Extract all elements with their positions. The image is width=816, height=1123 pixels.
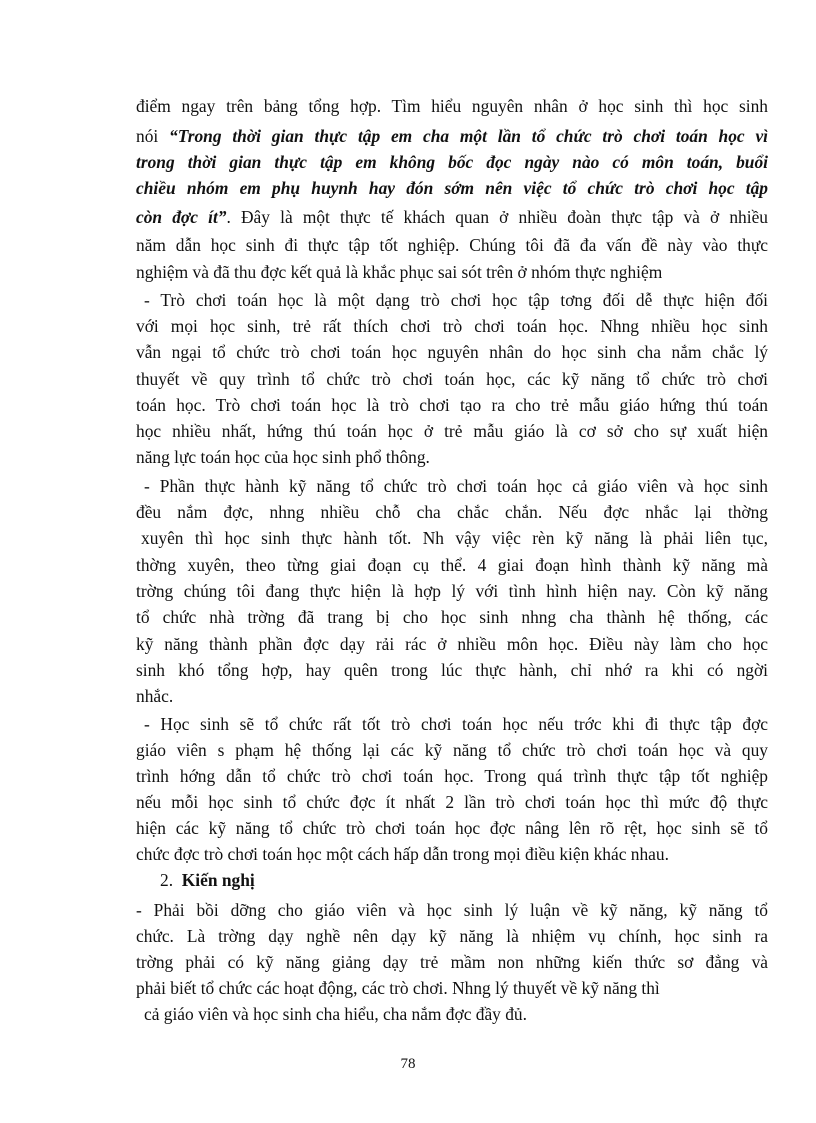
quote-text: “Trong thời gian thực tập em cha một lần tổ chức trò chơi toán học vì [169, 126, 768, 146]
text-line: tổ chức nhà trờng đã trang bị cho học sinh nhng cha thành hệ thống, các [136, 607, 768, 627]
text-line: chức đợc trò chơi toán học một cách hấp dẫn trong mọi điều kiện khác nhau. [136, 844, 669, 864]
text-line: trờng phải có kỹ năng giảng dạy trẻ mầm non những kiến thức sơ đẳng và [136, 952, 768, 972]
text-line: cả giáo viên và học sinh cha hiểu, cha nắm đợc đầy đủ. [144, 1004, 527, 1024]
page-number: 78 [400, 1056, 416, 1072]
bullet-line: - Phải bồi dỡng cho giáo viên và học sinh lý luận về kỹ năng, kỹ năng tổ [136, 900, 768, 920]
text-line: giáo viên s phạm hệ thống lại các kỹ năng tổ chức trò chơi toán học và quy [136, 740, 768, 760]
section-heading [160, 868, 255, 892]
text-line: hiện các kỹ năng tổ chức trò chơi toán học đợc nâng lên rõ rệt, học sinh sẽ tổ [136, 818, 768, 838]
heading-number: 2. [160, 870, 174, 890]
text-line: kỹ năng thành phần đợc dạy rải rác ở nhiều môn học. Điều này làm cho học [136, 634, 768, 654]
text-line: chức. Là trờng dạy nghề nên dạy kỹ năng là nhiệm vụ chính, học sinh ra [136, 926, 768, 946]
text-span: nói [136, 126, 170, 146]
text-line: năm dẫn học sinh đi thực tập tốt nghiệp. Chúng tôi đã đa vấn đề này vào thực [136, 235, 768, 255]
text-line: thờng xuyên, theo từng giai đoạn cụ thể. 4 giai đoạn hình thành kỹ năng mà [136, 555, 768, 575]
text-line: toán học. Trò chơi toán học là trò chơi tạo ra cho trẻ mẫu giáo hứng thú toán [136, 395, 768, 415]
quote-line: chiều nhóm em phụ huynh hay đón sớm nên việc tổ chức trò chơi học tập [136, 178, 768, 198]
text-line: nếu mỗi học sinh tổ chức đợc ít nhất 2 lần trò chơi toán học thì mức độ thực [136, 792, 768, 812]
bullet-line: - Trò chơi toán học là một dạng trò chơi học tập tơng đối dễ thực hiện đối [144, 290, 768, 310]
text-line: phải biết tổ chức các hoạt động, các trò chơi. Nhng lý thuyết về kỹ năng thì [136, 978, 660, 998]
text-line: nghiệm và đã thu đợc kết quả là khắc phục sai sót trên ở nhóm thực nghiệm [136, 262, 663, 282]
text-line: trờng chúng tôi đang thực hiện là hợp lý với tình hình hiện nay. Còn kỹ năng [136, 581, 768, 601]
text-line: trình hớng dẫn tổ chức trò chơi toán học. Trong quá trình thực tập tốt nghiệp [136, 766, 768, 786]
text-line: điểm ngay trên bảng tổng hợp. Tìm hiểu nguyên nhân ở học sinh thì học sinh [136, 96, 768, 116]
quote-end-line [136, 205, 768, 229]
text-line: với mọi học sinh, trẻ rất thích chơi trò chơi toán học. Nhng nhiều học sinh [136, 316, 768, 336]
bullet-line: - Phần thực hành kỹ năng tổ chức trò chơi toán học cả giáo viên và học sinh [144, 476, 768, 496]
text-line: đều nắm đợc, nhng nhiều chỗ cha chắc chắn. Nếu đợc nhắc lại thờng [136, 502, 768, 522]
text-line: sinh khó tổng hợp, hay quên trong lúc thực hành, chỉ nhớ ra khi có ngời [136, 660, 768, 680]
text-line: nhắc. [136, 686, 174, 706]
text-span: . Đây là một thực tế khách quan ở nhiều đoàn thực tập và ở nhiều [226, 207, 768, 227]
quote-line: trong thời gian thực tập em không bốc đọc ngày nào có môn toán, buổi [136, 152, 768, 172]
quote-line [136, 124, 768, 148]
text-line: học nhiều nhất, hứng thú toán học ở trẻ mẫu giáo là cơ sở cho sự xuất hiện [136, 421, 768, 441]
text-line: thuyết về quy trình tổ chức trò chơi toán học, các kỹ năng tổ chức trò chơi [136, 369, 768, 389]
heading-title: Kiến nghị [181, 870, 255, 890]
text-line: năng lực toán học của học sinh phổ thông. [136, 447, 430, 467]
text-line: xuyên thì học sinh thực hành tốt. Nh vậy việc rèn kỹ năng là phải liên tục, [141, 528, 768, 548]
quote-text: còn đợc ít” [136, 207, 227, 227]
text-line: vẫn ngại tổ chức trò chơi toán học nguyên nhân do học sinh cha nắm chắc lý [136, 342, 768, 362]
bullet-line: - Học sinh sẽ tổ chức rất tốt trò chơi toán học nếu trớc khi đi thực tập đợc [144, 714, 768, 734]
